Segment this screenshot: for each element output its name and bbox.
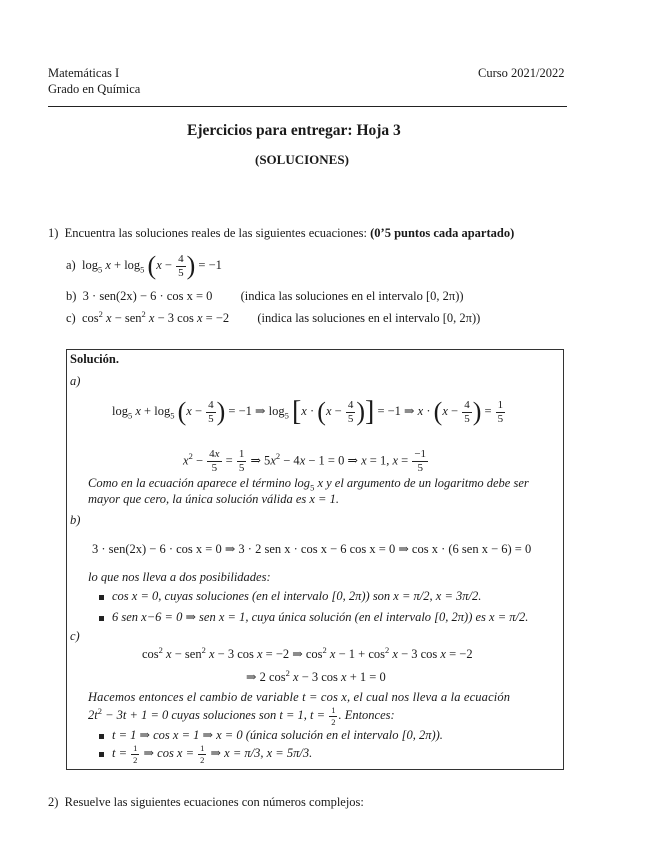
problem1-points: (0’5 puntos cada apartado) <box>370 226 515 240</box>
header-rule <box>48 106 567 107</box>
problem2-statement: Resuelve las siguientes ecuaciones con números complejos: <box>64 795 364 809</box>
solution-b-bullet-1: cos x = 0, cuyas soluciones (en el intervalo [0, 2π)) son x = π/2, x = 3π/2. <box>99 589 481 604</box>
bullet-icon <box>99 752 104 757</box>
problem2-number: 2) <box>48 795 59 809</box>
solution-c-label: c) <box>70 629 80 643</box>
item-b-label: b) <box>66 289 77 303</box>
item-a-equation: $\log_5 x + \log_5 (x$ − $\frac{4}{5}$ ) = −1 <box>81 251 222 280</box>
item-c-label: c) <box>66 311 76 326</box>
item-c-note: (indica las soluciones en el intervalo [0, 2π)) <box>257 311 481 326</box>
solution-c-bullet-1: t = 1 ⇒ cos x = 1 ⇒ x = 0 (única solución en el intervalo [0, 2π)). <box>99 727 443 743</box>
page-title: Ejercicios para entregar: Hoja 3 <box>187 122 401 139</box>
academic-year: Curso 2021/2022 <box>478 66 565 80</box>
degree-name: Grado en Química <box>48 82 141 96</box>
page-subtitle <box>255 152 349 168</box>
problem1-statement-line <box>48 226 514 241</box>
course-name: Matemáticas I <box>48 66 120 80</box>
solution-b-text: lo que nos lleva a dos posibilidades: <box>88 570 271 584</box>
problem1-item-b <box>66 289 464 304</box>
solution-b-equation: 3 · sen(2x) − 6 · cos x = 0 ⇒ 3 · 2 sen x · cos x − 6 cos x = 0 ⇒ cos x · (6 sen x − 6) = 0 <box>92 542 532 556</box>
problem1-item-a <box>66 253 222 279</box>
solution-c-bullet-2: t = $\frac{1}{2}$ ⇒ cos x = $\frac{1}{2}$ ⇒ x = π/3, x = 5π/3. <box>99 744 312 764</box>
solution-b-label: b) <box>70 513 81 527</box>
solution-a-text-2: mayor que cero, la única solución válida es x = 1. <box>88 492 339 506</box>
subtitle-text: (SOLUCIONES) <box>255 152 349 167</box>
problem1-number: 1) <box>48 226 59 240</box>
solution-a-label: a) <box>70 374 81 388</box>
solution-a-text-1: Como en la ecuación aparece el término $\log_5 x$ y el argumento de un logaritmo debe ser <box>88 476 529 493</box>
solution-c-equation-1: $\cos^2 x - sen^2$ x − 3 cos x = −2 ⇒ $\cos^2 x - 1 + \cos^2 x - 3$ cos x = −2 <box>142 645 473 662</box>
problem1-statement: Encuentra las soluciones reales de las siguientes ecuaciones: <box>64 226 367 240</box>
problem1-item-c <box>66 309 480 326</box>
problem2-statement-line <box>48 795 364 810</box>
solution-b-bullet-2: 6 sen x−6 = 0 ⇒ sen x = 1, cuya única solución (en el intervalo [0, 2π)) es x = π/2. <box>99 609 528 625</box>
item-b-equation: 3 · sen(2x) − 6 · cos x = 0 <box>82 289 213 303</box>
item-a-label: a) <box>66 257 76 272</box>
solution-a-equation-2: $x^2$ − $\frac{4x}{5}$ = $\frac{1}{5}$ ⇒ $5x^2 - 4x - 1 = 0$ ⇒ x = 1, x = $\frac{-1}{5}$ <box>183 448 427 474</box>
solution-c-text-2: $2t^2 - 3t + 1 = 0$ cuyas soluciones son t = 1, t = $\frac{1}{2}$ . Entonces: <box>88 705 395 727</box>
solution-c-equation-2: ⇒ 2 $\cos^2 x - 3$ cos x + 1 = 0 <box>246 668 386 685</box>
bullet-icon <box>99 595 104 600</box>
item-c-equation: $\cos^2 x - sen^2$ x − 3 cos x = −2 <box>81 309 230 326</box>
solution-heading: Solución. <box>70 352 119 366</box>
solution-a-equation-1: $\log_5 x + \log_5 (x$ − $\frac{4}{5}$ ) = −1 ⇒ $\log_5 [x \cdot (x$ − $\frac{4}{5}$ )] = −1 ⇒ x · (x − $\frac{4}{5}$ ) = $\frac{1}{5}$ <box>112 396 504 427</box>
bullet-icon <box>99 734 104 739</box>
item-b-note: (indica las soluciones en el intervalo [0, 2π)) <box>240 289 464 303</box>
solution-c-text-1: Hacemos entonces el cambio de variable t = cos x, el cual nos lleva a la ecuación <box>88 690 511 704</box>
bullet-icon <box>99 616 104 621</box>
